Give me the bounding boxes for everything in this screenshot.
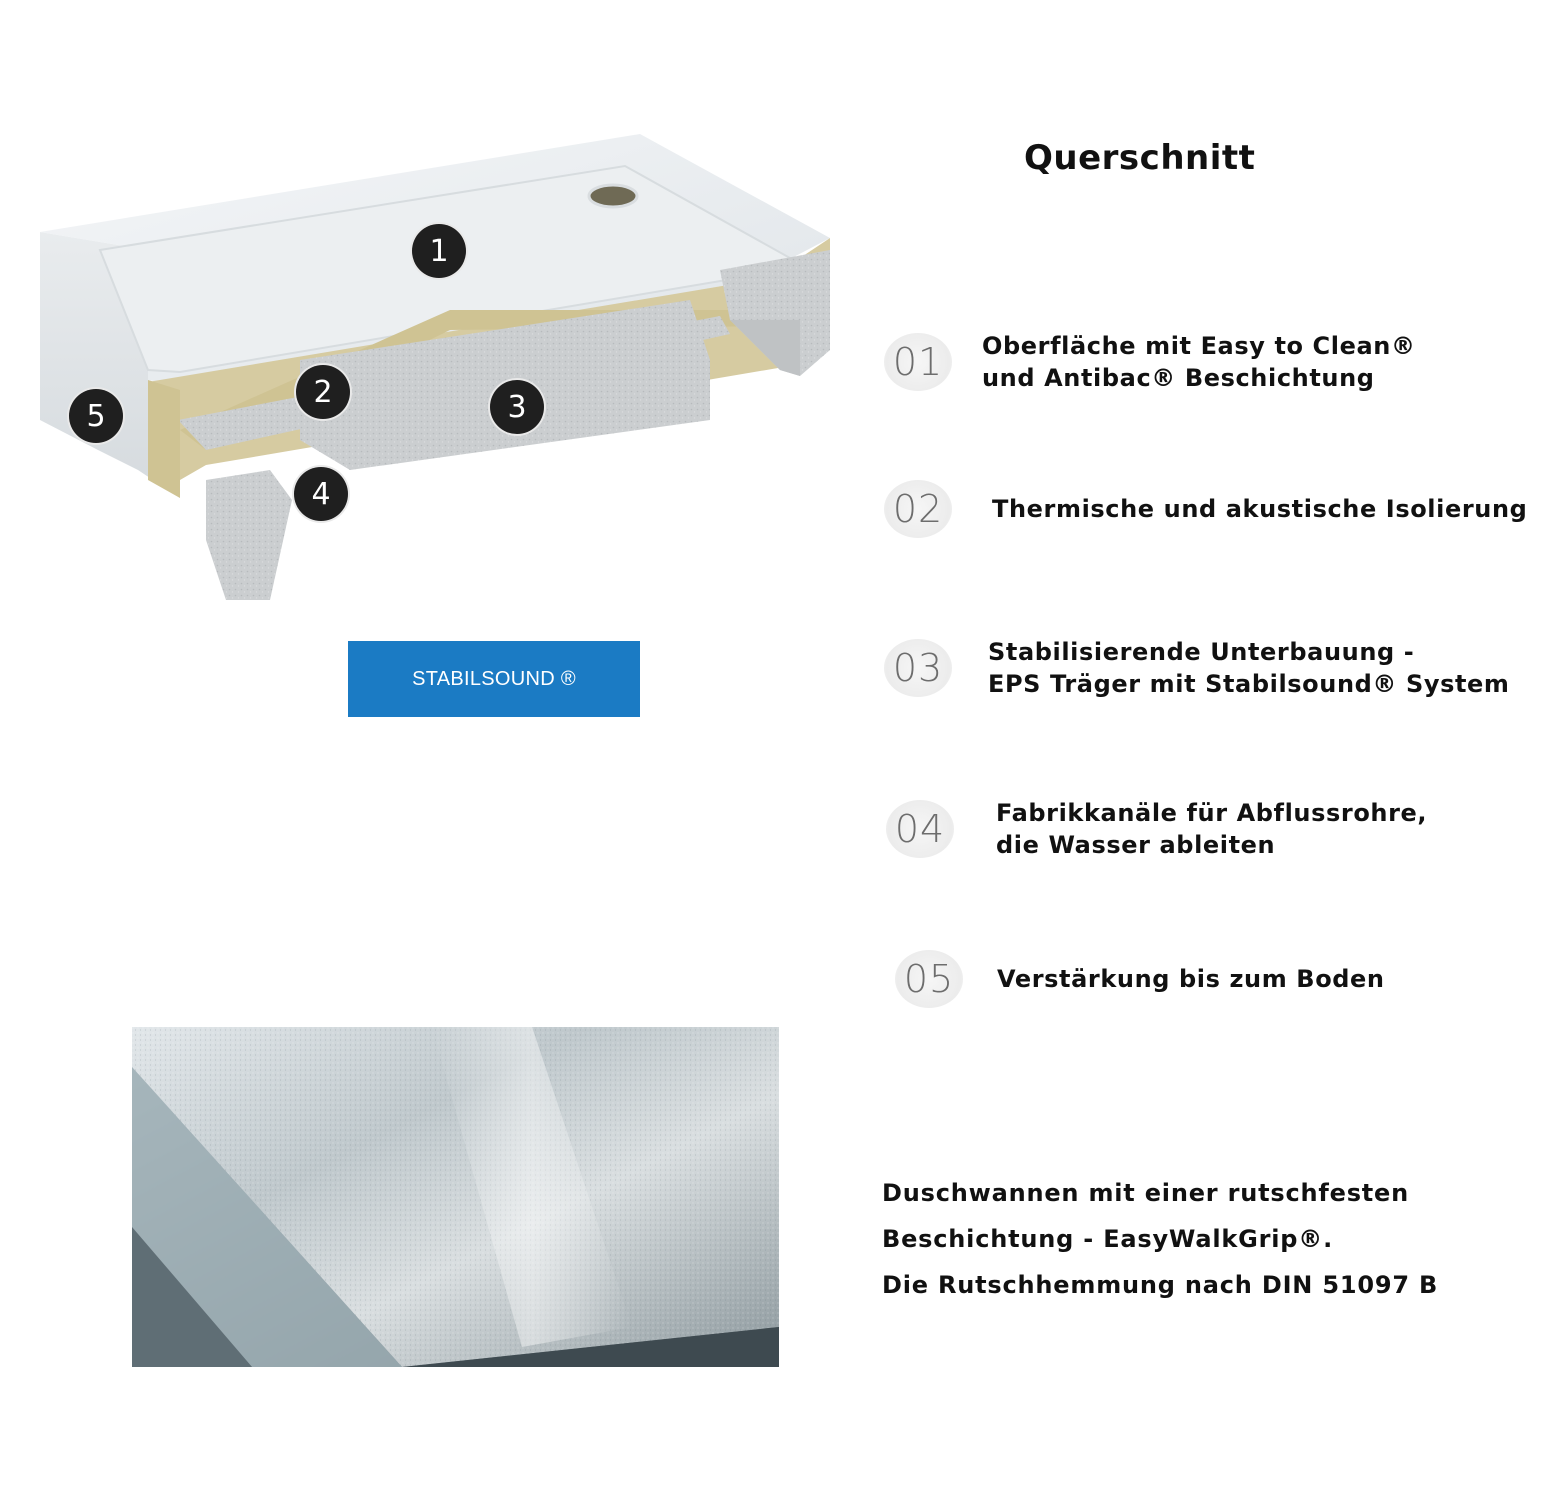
feature-04 <box>886 797 1427 861</box>
feature-05 <box>895 950 1385 1008</box>
tray-front-wall <box>148 380 180 498</box>
eps-left-support <box>206 470 292 600</box>
page-title: Querschnitt <box>1024 138 1256 178</box>
stabilsound-label: STABILSOUND ® <box>412 667 576 690</box>
callout-3: 3 <box>490 380 544 434</box>
shower-tray-cross-section <box>30 120 850 620</box>
feature-line: und Antibac® Beschichtung <box>982 364 1375 392</box>
stabilsound-logo <box>348 641 640 717</box>
feature-number: 04 <box>886 800 954 858</box>
feature-03 <box>884 636 1510 700</box>
callout-4: 4 <box>294 467 348 521</box>
feature-text <box>988 636 1510 700</box>
feature-line: Fabrikkanäle für Abflussrohre, <box>996 799 1428 827</box>
grip-line: Duschwannen mit einer rutschfesten <box>882 1179 1410 1207</box>
grip-line: Beschichtung - EasyWalkGrip®. <box>882 1225 1333 1253</box>
feature-line: Oberfläche mit Easy to Clean® <box>982 332 1416 360</box>
grip-line: Die Rutschhemmung nach DIN 51097 B <box>882 1271 1439 1299</box>
feature-text <box>992 493 1527 525</box>
drain-hole-icon <box>589 185 637 207</box>
feature-line: Thermische und akustische Isolierung <box>992 495 1528 523</box>
feature-02 <box>884 480 1527 538</box>
feature-number: 03 <box>884 639 952 697</box>
feature-text <box>997 963 1385 995</box>
feature-line: die Wasser ableiten <box>996 831 1276 859</box>
feature-line: EPS Träger mit Stabilsound® System <box>988 670 1510 698</box>
feature-line: Verstärkung bis zum Boden <box>997 965 1385 993</box>
non-slip-description <box>882 1170 1438 1308</box>
feature-number: 02 <box>884 480 952 538</box>
feature-number: 05 <box>895 950 963 1008</box>
callout-1: 1 <box>412 224 466 278</box>
non-slip-surface-photo <box>132 1027 779 1367</box>
callout-5: 5 <box>69 389 123 443</box>
callout-2: 2 <box>296 365 350 419</box>
feature-text <box>996 797 1427 861</box>
feature-01 <box>884 330 1416 394</box>
feature-text <box>982 330 1416 394</box>
feature-line: Stabilisierende Unterbauung - <box>988 638 1415 666</box>
feature-number: 01 <box>884 333 952 391</box>
